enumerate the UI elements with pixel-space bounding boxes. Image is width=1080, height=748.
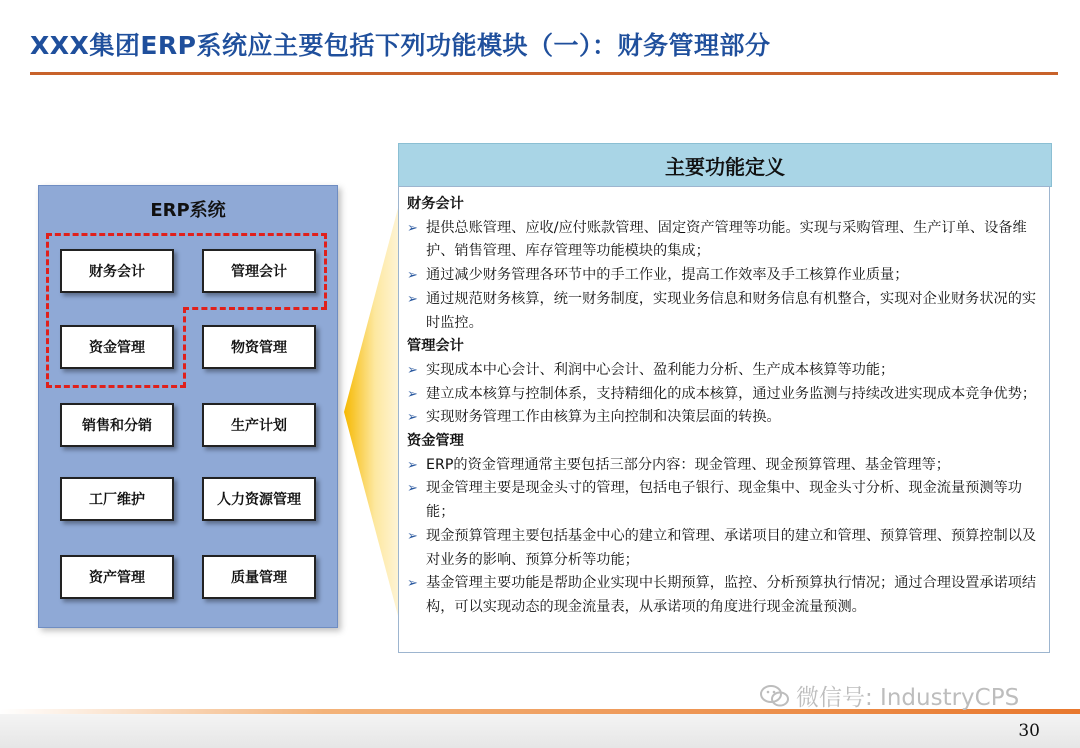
list-item: ➢ 提供总账管理、应收/应付账款管理、固定资产管理等功能。实现与采购管理、生产订单、设备维护、销售管理、库存管理等功能模块的集成； <box>407 217 1041 264</box>
wechat-icon <box>760 684 790 708</box>
bullet-arrow-icon: ➢ <box>407 528 418 544</box>
module-financial-accounting: 财务会计 <box>60 249 174 293</box>
bullet-arrow-icon: ➢ <box>407 410 418 426</box>
module-materials: 物资管理 <box>202 325 316 369</box>
erp-system-panel <box>38 185 338 628</box>
section-heading-treasury: 资金管理 <box>407 433 464 450</box>
module-treasury: 资金管理 <box>60 325 174 369</box>
footer-bar <box>0 709 1080 748</box>
module-plant-maintenance: 工厂维护 <box>60 477 174 521</box>
list-item: ➢ 实现财务管理工作由核算为主向控制和决策层面的转换。 <box>407 406 1041 430</box>
section-heading-management-accounting: 管理会计 <box>407 338 464 355</box>
bullet-arrow-icon: ➢ <box>407 576 418 592</box>
module-quality-management: 质量管理 <box>202 555 316 599</box>
module-human-resources: 人力资源管理 <box>202 477 316 521</box>
bullet-arrow-icon: ➢ <box>407 481 418 497</box>
list-item: ➢ 现金预算管理主要包括基金中心的建立和管理、承诺项目的建立和管理、预算管理、预算控制以及对业务的影响、预算分析等功能； <box>407 525 1041 572</box>
definition-body <box>398 186 1050 653</box>
slide-title: XXX集团ERP系统应主要包括下列功能模块（一）：财务管理部分 <box>30 31 771 60</box>
module-asset-management: 资产管理 <box>60 555 174 599</box>
module-sales-distribution: 销售和分销 <box>60 403 174 447</box>
module-management-accounting: 管理会计 <box>202 249 316 293</box>
bullet-arrow-icon: ➢ <box>407 362 418 378</box>
bullet-arrow-icon: ➢ <box>407 291 418 307</box>
bullet-arrow-icon: ➢ <box>407 386 418 402</box>
expansion-arrow-shape <box>344 178 406 646</box>
list-item: ➢ 实现成本中心会计、利润中心会计、盈利能力分析、生产成本核算等功能； <box>407 359 1041 383</box>
watermark-text: 微信号: IndustryCPS <box>796 685 1020 711</box>
list-item: ➢ 通过减少财务管理各环节中的手工作业，提高工作效率及手工核算作业质量； <box>407 264 1041 288</box>
definition-header: 主要功能定义 <box>398 143 1052 187</box>
list-item: ➢ 现金管理主要是现金头寸的管理，包括电子银行、现金集中、现金头寸分析、现金流量预测等功能； <box>407 477 1041 524</box>
title-divider <box>30 72 1058 75</box>
list-item: ➢ 建立成本核算与控制体系，支持精细化的成本核算，通过业务监测与持续改进实现成本竞争优势； <box>407 383 1041 407</box>
erp-panel-title: ERP系统 <box>150 200 226 221</box>
bullet-arrow-icon: ➢ <box>407 457 418 473</box>
bullet-arrow-icon: ➢ <box>407 268 418 284</box>
bullet-arrow-icon: ➢ <box>407 220 418 236</box>
page-number: 30 <box>1018 721 1040 741</box>
list-item: ➢ 通过规范财务核算，统一财务制度，实现业务信息和财务信息有机整合，实现对企业财务状况的实时监控。 <box>407 288 1041 335</box>
module-production-planning: 生产计划 <box>202 403 316 447</box>
wechat-watermark <box>760 679 1019 712</box>
list-item: ➢ 基金管理主要功能是帮助企业实现中长期预算，监控、分析预算执行情况；通过合理设置承诺项结构，可以实现动态的现金流量表，从承诺项的角度进行现金流量预测。 <box>407 572 1041 619</box>
section-heading-financial-accounting: 财务会计 <box>407 196 464 212</box>
list-item: ➢ ERP的资金管理通常主要包括三部分内容：现金管理、现金预算管理、基金管理等； <box>407 454 1041 478</box>
